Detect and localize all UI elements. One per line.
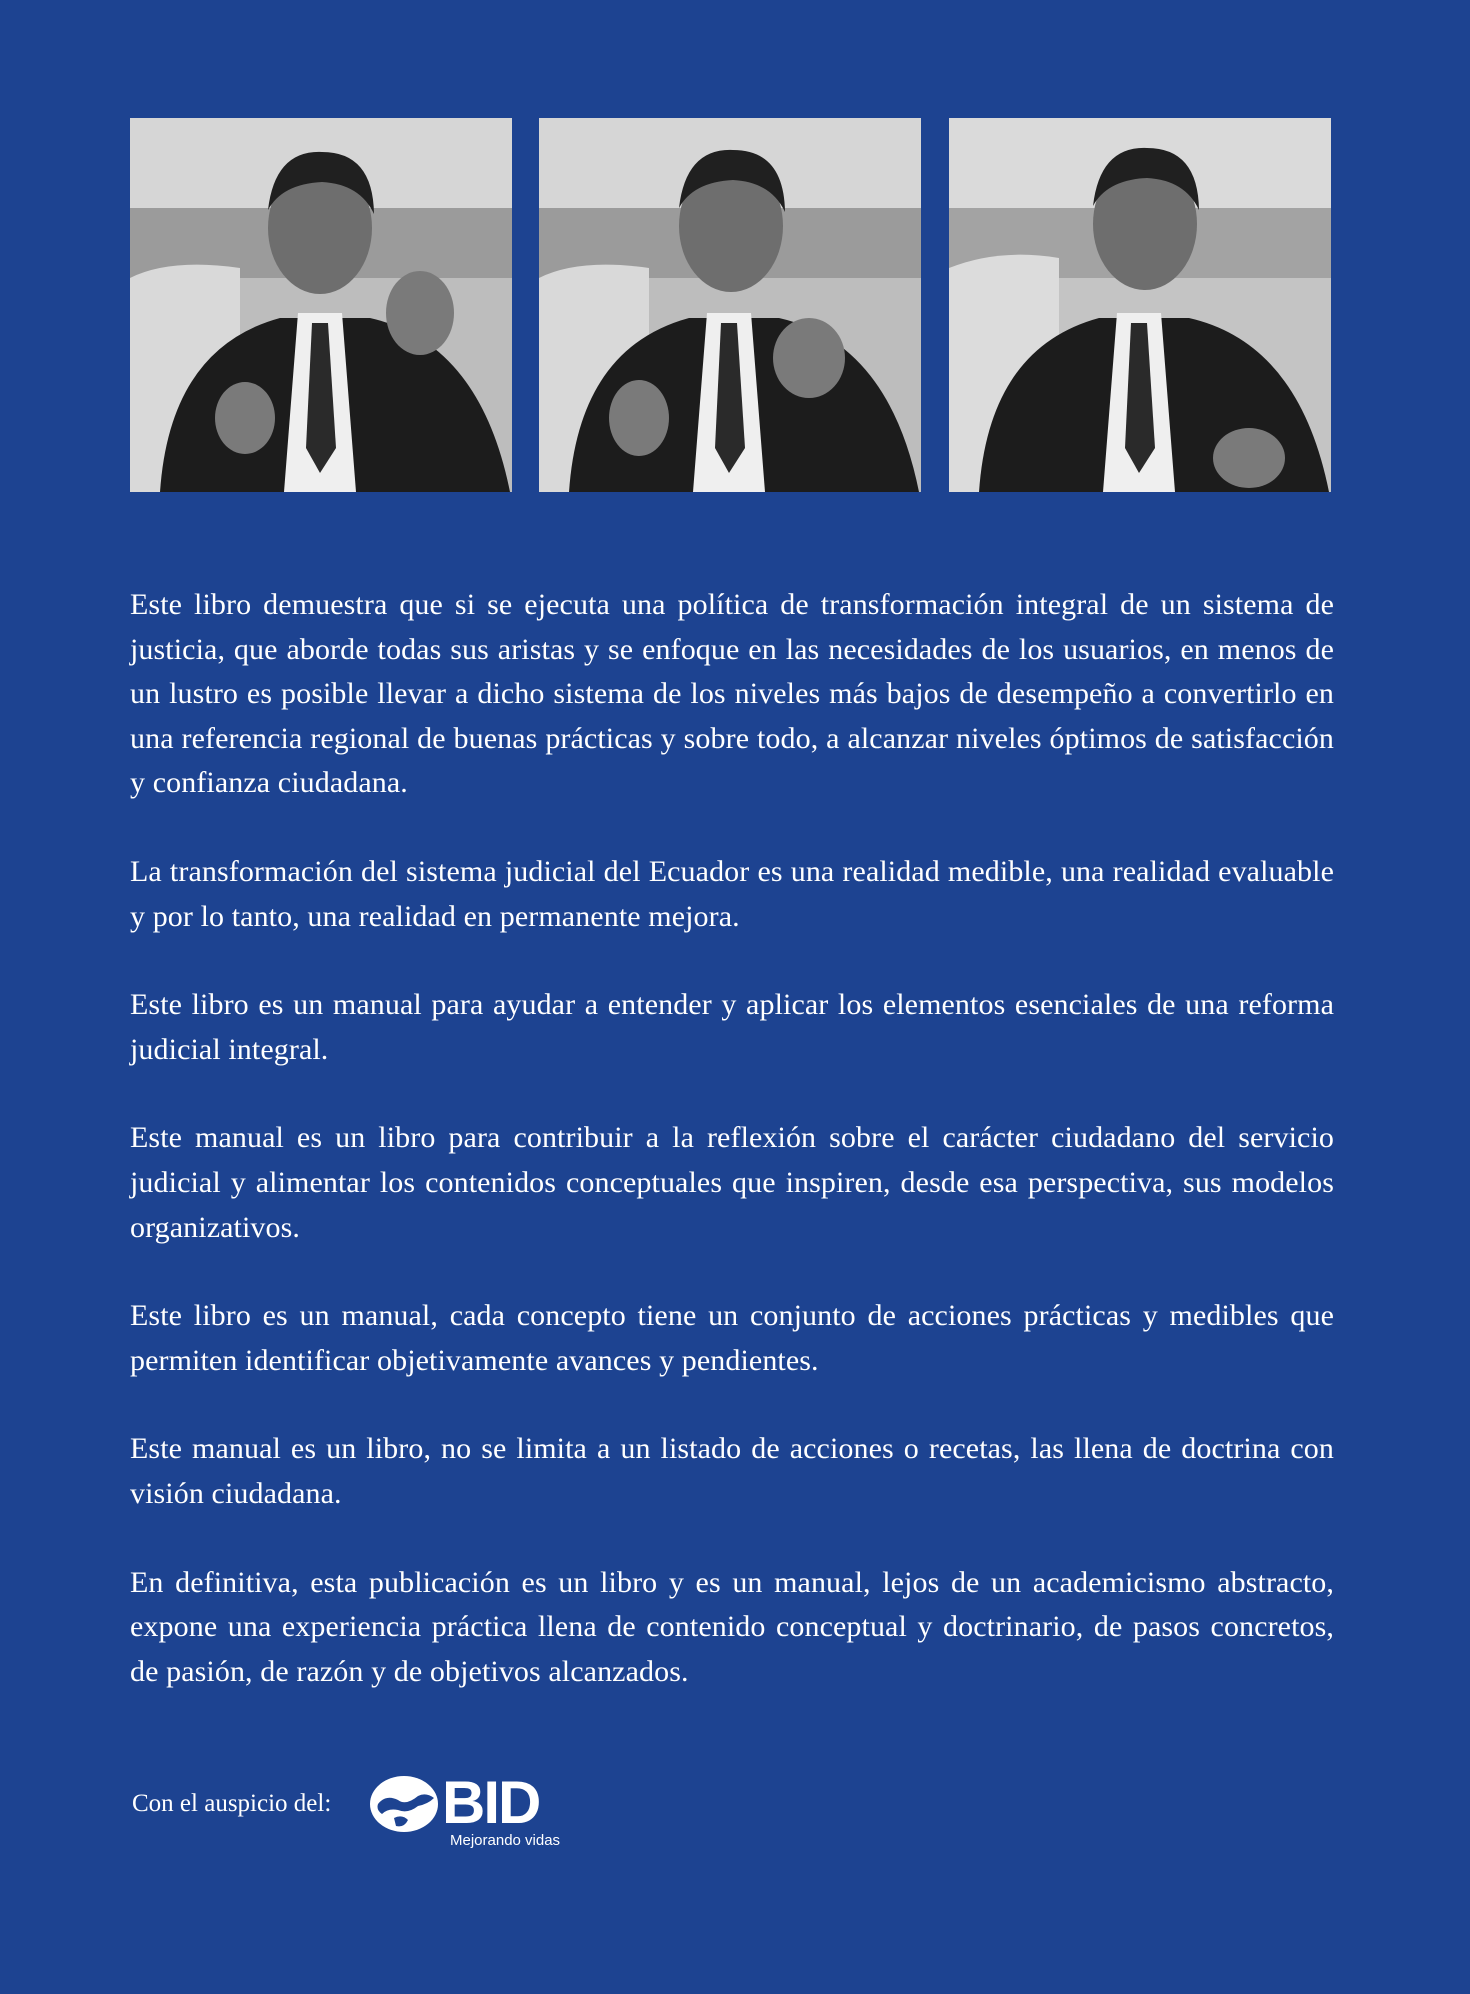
portrait-photo-3 bbox=[949, 118, 1331, 492]
paragraph-2: La transformación del sistema judicial del Ecuador es una realidad medible, una realidad evaluable y por lo tanto, una realidad en permanente mejora. bbox=[130, 854, 1334, 933]
portrait-image-1 bbox=[130, 118, 512, 492]
sponsor-footer bbox=[132, 1769, 732, 1872]
photo-strip bbox=[130, 118, 1330, 492]
portrait-image-3 bbox=[949, 118, 1331, 492]
bid-logo bbox=[368, 1769, 588, 1852]
globe-icon bbox=[368, 1774, 440, 1834]
portrait-photo-2 bbox=[539, 118, 921, 492]
portrait-photo-1 bbox=[130, 118, 512, 492]
sponsor-label: Con el auspicio del: bbox=[132, 1790, 332, 1817]
paragraph-5: Este libro es un manual, cada concepto tiene un conjunto de acciones prácticas y medibles que permiten identificar objetivamente avances y pendientes. bbox=[130, 1299, 1334, 1377]
portrait-image-2 bbox=[539, 118, 921, 492]
paragraph-6: Este manual es un libro, no se limita a un listado de acciones o recetas, las llena de doctrina con visión ciudadana. bbox=[130, 1432, 1334, 1510]
back-cover-text bbox=[130, 583, 1334, 1738]
bid-tagline: Mejorando vidas bbox=[450, 1832, 561, 1849]
paragraph-3: Este libro es un manual para ayudar a entender y aplicar los elementos esenciales de una reforma judicial integral. bbox=[130, 988, 1334, 1066]
paragraph-1: Este libro demuestra que si se ejecuta una política de transformación integral de un sistema de justicia, que aborde todas sus aristas y se enfoque en las necesidades de los usuarios, en menos de un lustro es posible llevar a dicho sistema de los niveles más bajos de desempeño a convertirlo en una referencia regional de buenas prácticas y sobre todo, a alcanzar niveles óptimos de satisfacción y confianza ciudadana. bbox=[130, 588, 1334, 800]
bid-wordmark: BID bbox=[442, 1769, 540, 1836]
paragraph-7: En definitiva, esta publicación es un libro y es un manual, lejos de un academicismo abstracto, expone una experiencia práctica llena de contenido conceptual y doctrinario, de pasos concretos, de pasión, de razón y de objetivos alcanzados. bbox=[130, 1565, 1334, 1688]
paragraph-4: Este manual es un libro para contribuir a la reflexión sobre el carácter ciudadano del servicio judicial y alimentar los contenidos conceptuales que inspiren, desde esa perspectiva, sus modelos organizativos. bbox=[130, 1121, 1334, 1244]
